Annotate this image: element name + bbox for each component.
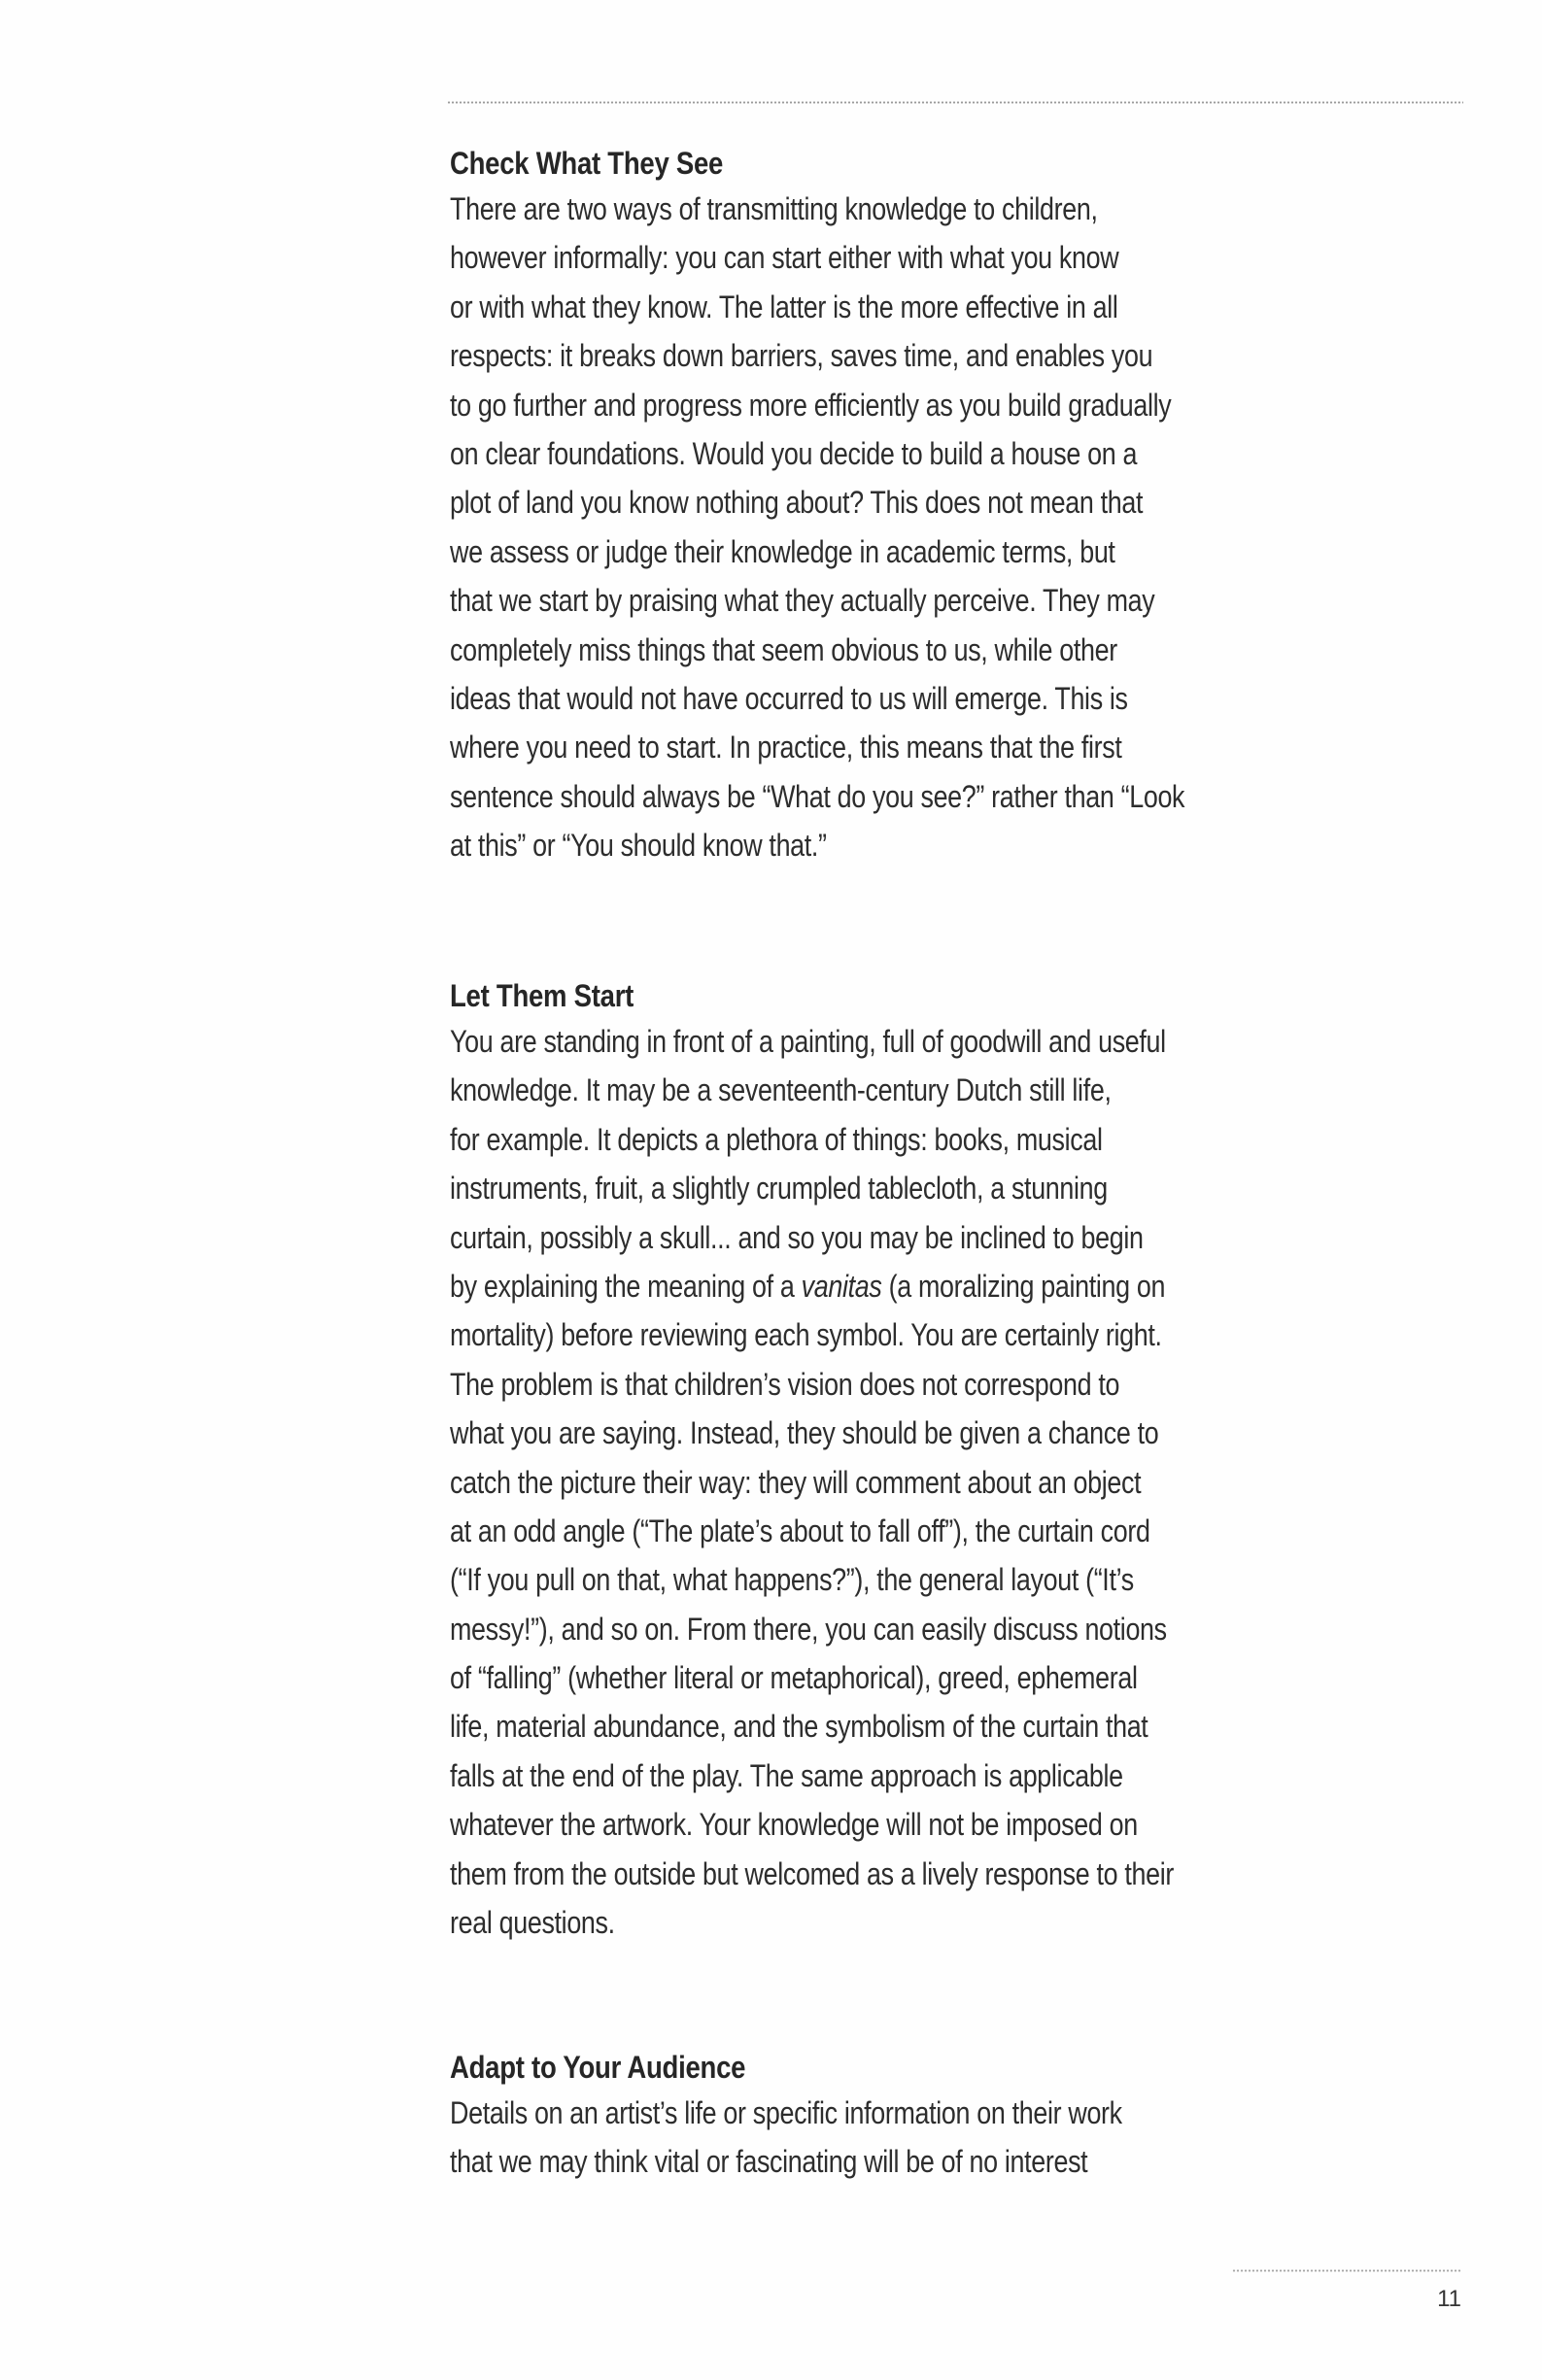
text-line: for example. It depicts a plethora of things: books, musical [450, 1121, 1103, 1157]
text-run: (a moralizing painting on [881, 1268, 1166, 1304]
text-line: we assess or judge their knowledge in academic terms, but [450, 533, 1115, 569]
text-line: on clear foundations. Would you decide to build a house on a [450, 435, 1138, 471]
text-line: mortality) before reviewing each symbol. You are certainly right. [450, 1317, 1162, 1353]
text-line: falls at the end of the play. The same approach is applicable [450, 1757, 1123, 1793]
section-heading: Check What They See [450, 146, 724, 181]
text-run: by explaining the meaning of a [450, 1268, 802, 1304]
text-line: or with what they know. The latter is the more effective in all [450, 289, 1118, 324]
top-dotted-rule [447, 101, 1463, 104]
text-line: plot of land you know nothing about? This does not mean that [450, 485, 1144, 521]
text-line: instruments, fruit, a slightly crumpled tablecloth, a stunning [450, 1171, 1108, 1207]
text-line: You are standing in front of a painting, full of goodwill and useful [450, 1024, 1166, 1059]
text-line: messy!”), and so on. From there, you can easily discuss notions [450, 1611, 1167, 1647]
text-line: completely miss things that seem obvious to us, while other [450, 631, 1117, 667]
section-paragraph [450, 2089, 1480, 2187]
section-check-what-they-see [450, 146, 1480, 869]
text-line: whatever the artwork. Your knowledge will not be imposed on [450, 1807, 1138, 1843]
text-line: catch the picture their way: they will comment about an object [450, 1464, 1142, 1500]
text-line: of “falling” (whether literal or metaphorical), greed, ephemeral [450, 1660, 1138, 1696]
text-line: that we start by praising what they actually perceive. They may [450, 583, 1155, 619]
italic-term-vanitas: vanitas [801, 1268, 882, 1304]
text-line: at this” or “You should know that.” [450, 828, 827, 864]
text-line: where you need to start. In practice, this means that the first [450, 730, 1122, 765]
text-line: respects: it breaks down barriers, saves time, and enables you [450, 338, 1153, 374]
text-line: to go further and progress more efficiently as you build gradually [450, 387, 1172, 423]
text-line: curtain, possibly a skull... and so you may be inclined to begin [450, 1219, 1144, 1255]
text-line: life, material abundance, and the symbolism of the curtain that [450, 1709, 1148, 1745]
section-adapt-to-your-audience [450, 2050, 1480, 2187]
text-line: knowledge. It may be a seventeenth-century Dutch still life, [450, 1072, 1112, 1108]
text-line: however informally: you can start either with what you know [450, 240, 1119, 276]
text-line: what you are saying. Instead, they should be given a chance to [450, 1415, 1159, 1451]
section-heading: Adapt to Your Audience [450, 2050, 746, 2085]
section-let-them-start [450, 978, 1480, 1947]
text-line: them from the outside but welcomed as a lively response to their [450, 1855, 1174, 1891]
text-line: at an odd angle (“The plate’s about to fall off”), the curtain cord [450, 1513, 1150, 1548]
text-line: sentence should always be “What do you see?” rather than “Look [450, 778, 1185, 814]
text-line: that we may think vital or fascinating will be of no interest [450, 2144, 1088, 2180]
section-heading: Let Them Start [450, 978, 634, 1013]
text-line: There are two ways of transmitting knowledge to children, [450, 191, 1098, 226]
text-line: The problem is that children’s vision does not correspond to [450, 1366, 1120, 1402]
text-line [450, 1262, 1315, 1310]
text-line: Details on an artist’s life or specific information on their work [450, 2095, 1122, 2130]
section-paragraph [450, 185, 1480, 869]
page-number: 11 [1437, 2286, 1461, 2312]
text-line: (“If you pull on that, what happens?”), the general layout (“It’s [450, 1562, 1134, 1598]
bottom-dotted-rule [1232, 2269, 1461, 2272]
text-line: real questions. [450, 1905, 615, 1941]
text-line: ideas that would not have occurred to us will emerge. This is [450, 680, 1128, 716]
section-paragraph [450, 1017, 1480, 1947]
